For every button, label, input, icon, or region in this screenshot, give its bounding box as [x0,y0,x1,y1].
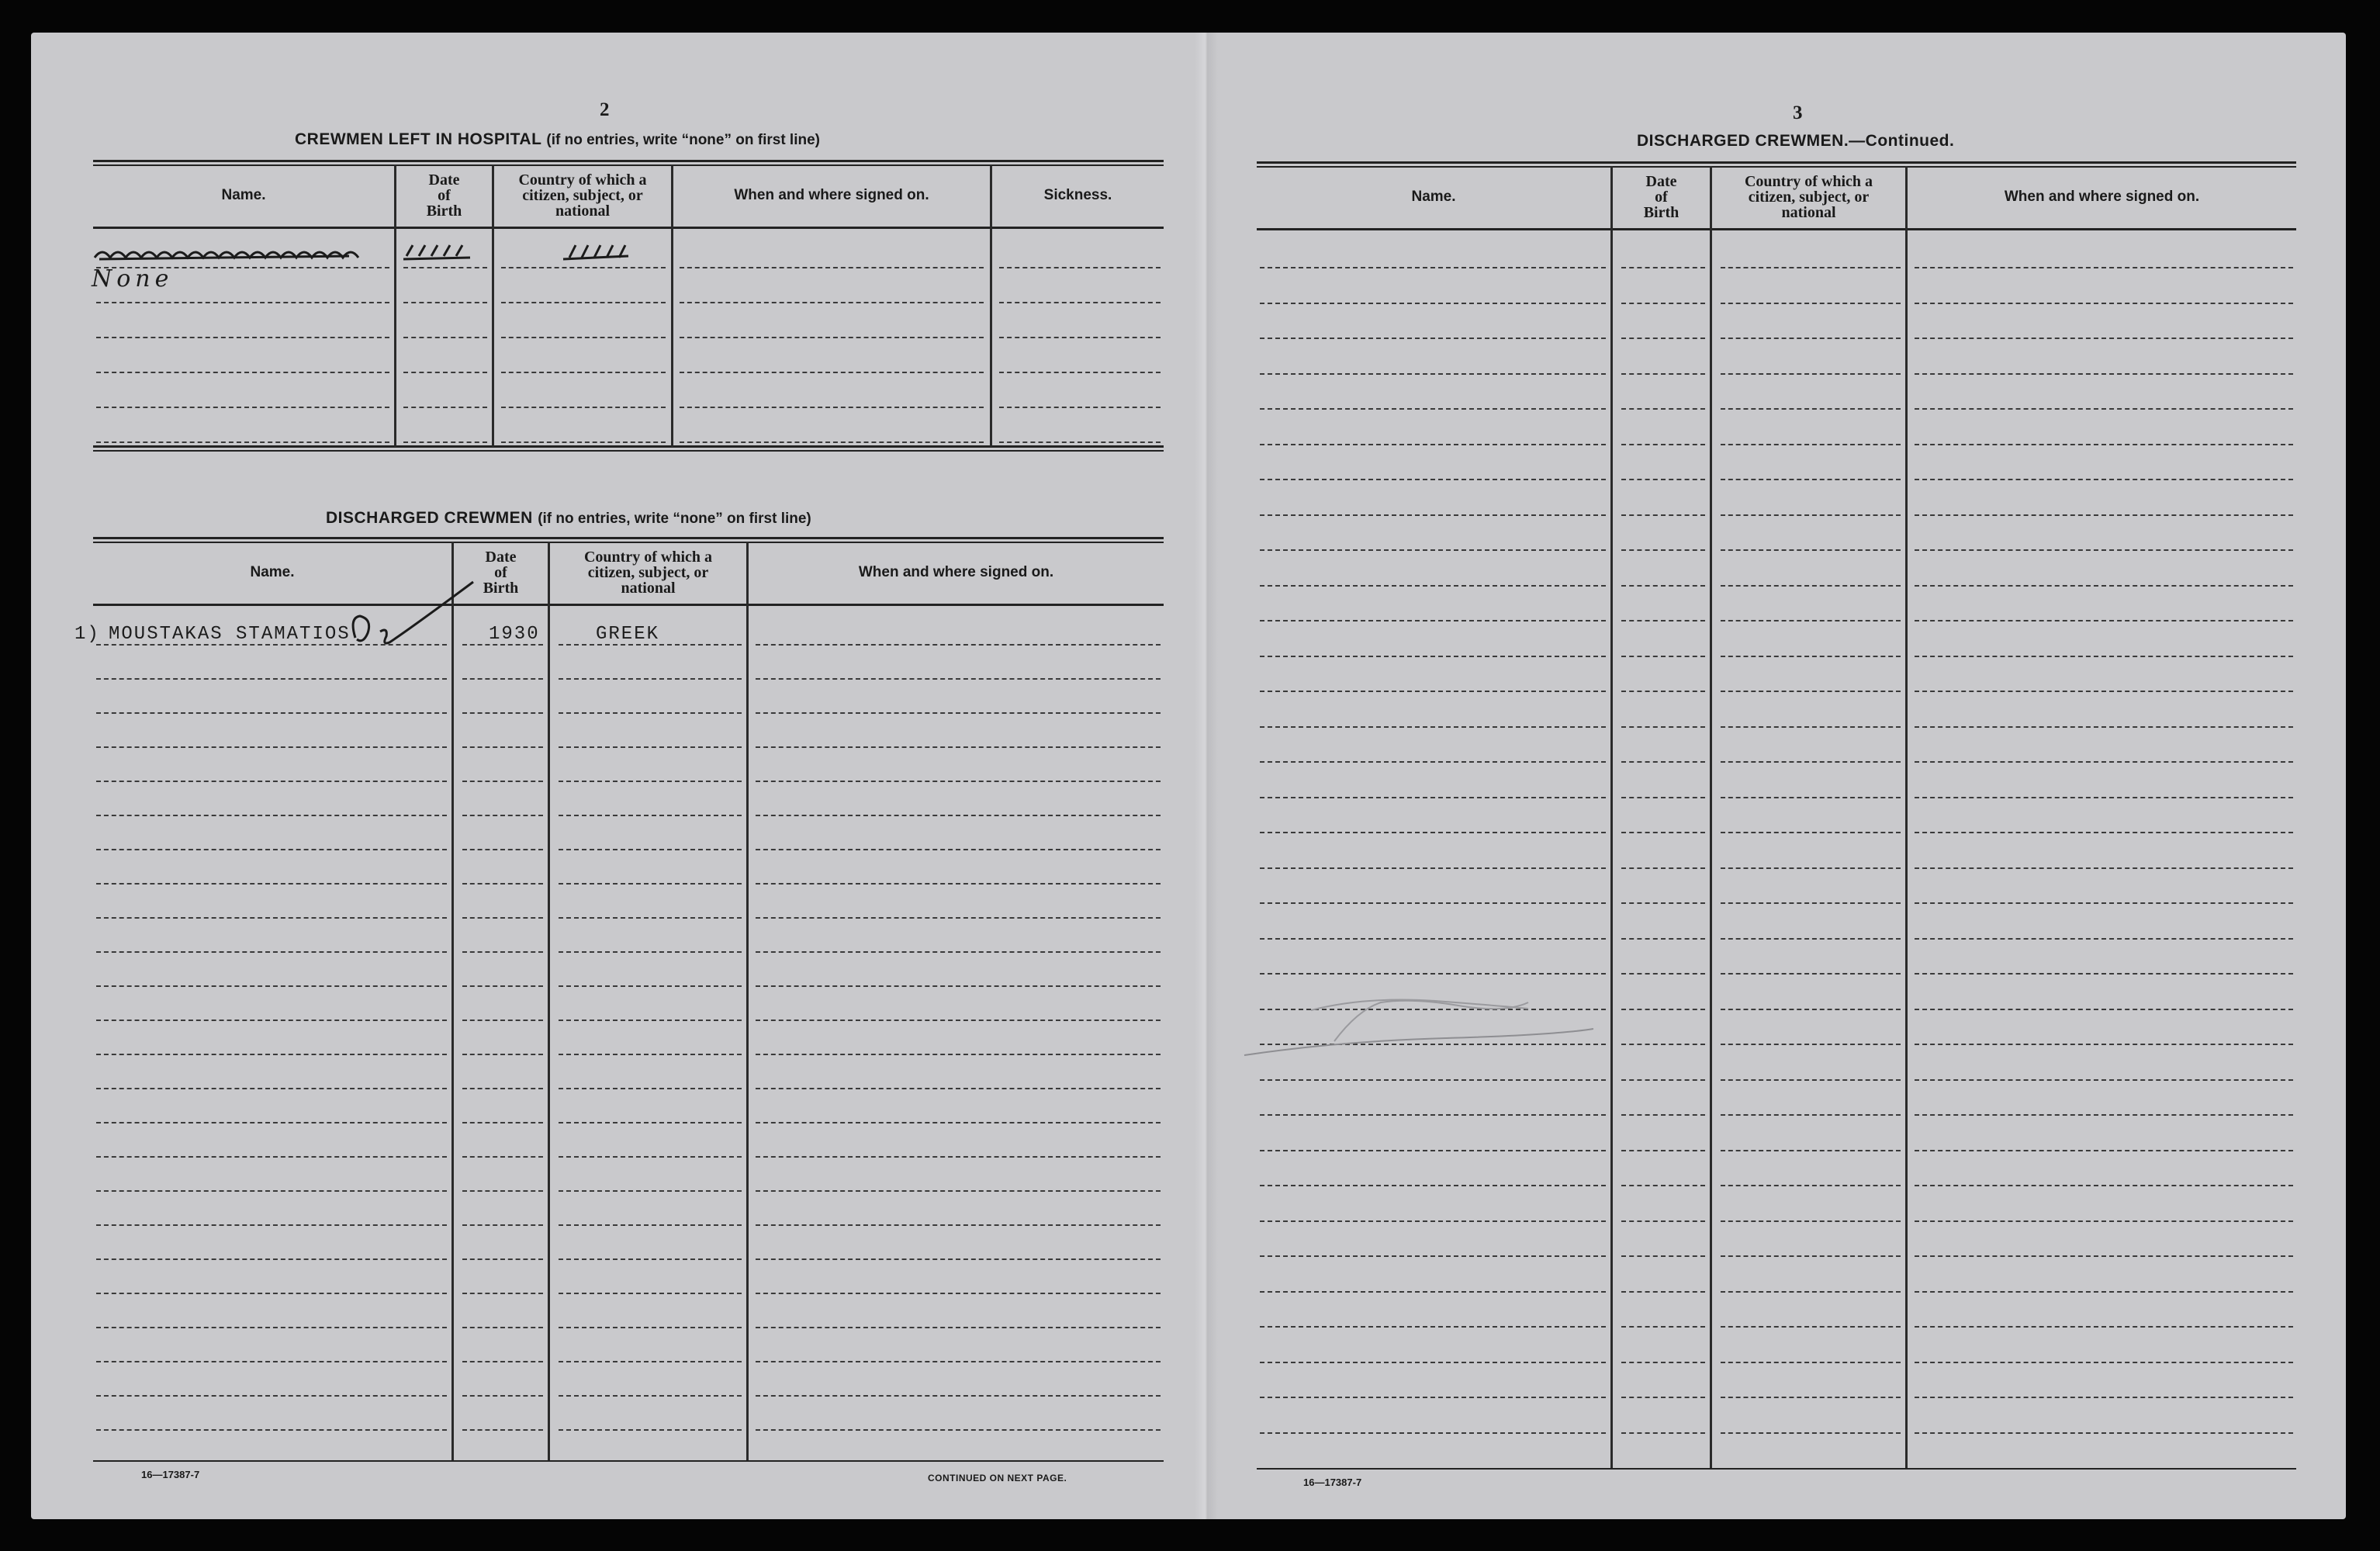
hospital-header-sickness: Sickness. [1043,187,1112,203]
ruled-line [1915,1291,2293,1293]
ruled-line [756,1293,1161,1294]
discharged-header-country: Country of which a citizen, subject, or national [583,549,712,597]
ruled-line [1621,1397,1705,1398]
ruled-line [1721,1291,1901,1293]
discharged-header-name: Name. [250,564,295,580]
ruled-line [96,1395,447,1397]
form-code: 16—17387-7 [1303,1477,1362,1488]
ruled-line [96,849,447,850]
hospital-title-note: (if no entries, write “none” on first line) [546,132,820,148]
ruled-line [559,746,742,748]
ruled-line [756,883,1161,885]
form-code: 16—17387-7 [141,1469,200,1480]
ruled-line [462,883,543,885]
ruled-line [96,1020,447,1021]
ruled-line [462,951,543,953]
ruled-line [1915,1362,2293,1363]
ruled-line [559,1054,742,1055]
ruled-line [756,1429,1161,1431]
ruled-line [96,1122,447,1123]
ruled-line [1260,1362,1606,1363]
ruled-line [462,1293,543,1294]
ruled-line [559,1258,742,1260]
ruled-line [559,917,742,919]
center-fold [1195,33,1218,1519]
ruled-line [1621,1291,1705,1293]
ruled-line [96,1054,447,1055]
ruled-line [756,1258,1161,1260]
ruled-line [96,1293,447,1294]
ruled-line [756,1156,1161,1158]
ruled-line [559,1327,742,1328]
ruled-line [1621,1432,1705,1434]
faint-pencil-marks [1218,33,2346,1196]
ruled-line [756,1088,1161,1089]
right-header-country: Country of which a citizen, subject, or national [1744,173,1873,221]
ruled-line [1721,1432,1901,1434]
crewman-name: MOUSTAKAS STAMATIOS [109,624,351,645]
ruled-line [462,849,543,850]
ruled-line [96,1088,447,1089]
ruled-line [1621,1255,1705,1257]
ruled-line [756,917,1161,919]
ruled-line [559,1190,742,1192]
ruled-line [96,781,447,782]
ruled-line [559,1361,742,1362]
ruled-line [756,1395,1161,1397]
ruled-line [96,883,447,885]
ruled-line [462,1020,543,1021]
ruled-line [559,1156,742,1158]
ruled-line [96,917,447,919]
ruled-line [96,1258,447,1260]
ruled-line [756,1122,1161,1123]
ruled-line [1915,1326,2293,1328]
ruled-line [756,1020,1161,1021]
discharged-header-dob: Date of Birth [483,549,519,597]
ruled-line [1915,1255,2293,1257]
ruled-line [96,1361,447,1362]
ruled-line [756,1224,1161,1226]
hospital-header-signed-on: When and where signed on. [734,187,929,203]
ruled-line [559,815,742,816]
ruled-line [462,917,543,919]
ruled-line [462,781,543,782]
ruled-line [559,1122,742,1123]
ruled-line [462,815,543,816]
crewman-date-of-birth: 1930 [489,624,540,645]
ruled-line [559,883,742,885]
continued-note: CONTINUED ON NEXT PAGE. [928,1473,1067,1483]
hospital-header-name: Name. [221,187,266,203]
ruled-line [1915,1220,2293,1222]
right-header-dob: Date of Birth [1643,173,1679,221]
ruled-line [1260,1220,1606,1222]
ruled-line [1260,1255,1606,1257]
ruled-line [559,1293,742,1294]
row-number: 1) [74,624,100,645]
ruled-line [756,849,1161,850]
form-sheet [31,33,2346,1519]
right-header-signed-on: When and where signed on. [2004,189,2200,205]
ruled-line [756,985,1161,987]
ruled-line [96,1156,447,1158]
hospital-header-dob: Date of Birth [426,171,462,220]
ruled-line [1621,1220,1705,1222]
ruled-line [1721,1326,1901,1328]
ruled-line [559,985,742,987]
ruled-line [1721,1397,1901,1398]
ruled-line [756,781,1161,782]
handwritten-check-mark [31,33,1195,731]
ruled-line [756,746,1161,748]
page-number: 2 [600,99,610,120]
right-header-name: Name. [1411,189,1456,205]
ruled-line [462,985,543,987]
ruled-line [1721,1255,1901,1257]
ruled-line [96,746,447,748]
ruled-line [1721,1362,1901,1363]
ruled-line [462,1429,543,1431]
ruled-line [462,1190,543,1192]
ruled-line [1260,1397,1606,1398]
ruled-line [756,951,1161,953]
ruled-line [96,1190,447,1192]
ruled-line [1260,1291,1606,1293]
ruled-line [559,781,742,782]
right-page [1218,33,2346,1519]
ruled-line [96,951,447,953]
ruled-line [1260,1326,1606,1328]
hospital-handwritten-entry: None [92,265,174,293]
ruled-line [96,1429,447,1431]
ruled-line [462,1258,543,1260]
ruled-line [756,1327,1161,1328]
ruled-line [756,815,1161,816]
ruled-line [96,1327,447,1328]
ruled-line [462,1395,543,1397]
discharged-bottom-rule [93,1460,1164,1462]
left-page [31,33,1195,1519]
ruled-line [559,1429,742,1431]
right-section-title: DISCHARGED CREWMEN.—Continued. [1637,132,1955,150]
ruled-line [756,1054,1161,1055]
ruled-line [462,1088,543,1089]
ruled-line [462,1361,543,1362]
ruled-line [559,1088,742,1089]
page-number: 3 [1793,102,1803,123]
ruled-line [559,1224,742,1226]
ruled-line [96,1224,447,1226]
ruled-line [462,1327,543,1328]
ruled-line [462,1122,543,1123]
ruled-line [559,951,742,953]
ruled-line [1621,1326,1705,1328]
ruled-line [559,849,742,850]
ruled-line [462,746,543,748]
ruled-line [96,985,447,987]
ruled-line [756,1361,1161,1362]
ruled-line [756,1190,1161,1192]
hospital-title-text: CREWMEN LEFT IN HOSPITAL [295,130,542,148]
ruled-line [1915,1397,2293,1398]
ruled-line [559,1395,742,1397]
discharged-header-signed-on: When and where signed on. [858,564,1054,580]
ruled-line [1721,1220,1901,1222]
ruled-line [1915,1432,2293,1434]
ruled-line [1621,1362,1705,1363]
ruled-line [1260,1432,1606,1434]
ruled-line [462,1224,543,1226]
crewman-country: GREEK [596,624,660,645]
discharged-title-text: DISCHARGED CREWMEN [326,509,533,527]
discharged-title-note: (if no entries, write “none” on first line) [538,511,811,527]
ruled-line [96,815,447,816]
ruled-line [559,1020,742,1021]
ruled-line [462,1156,543,1158]
hospital-header-country: Country of which a citizen, subject, or national [518,171,647,220]
right-bottom-rule [1257,1468,2296,1470]
ruled-line [462,1054,543,1055]
